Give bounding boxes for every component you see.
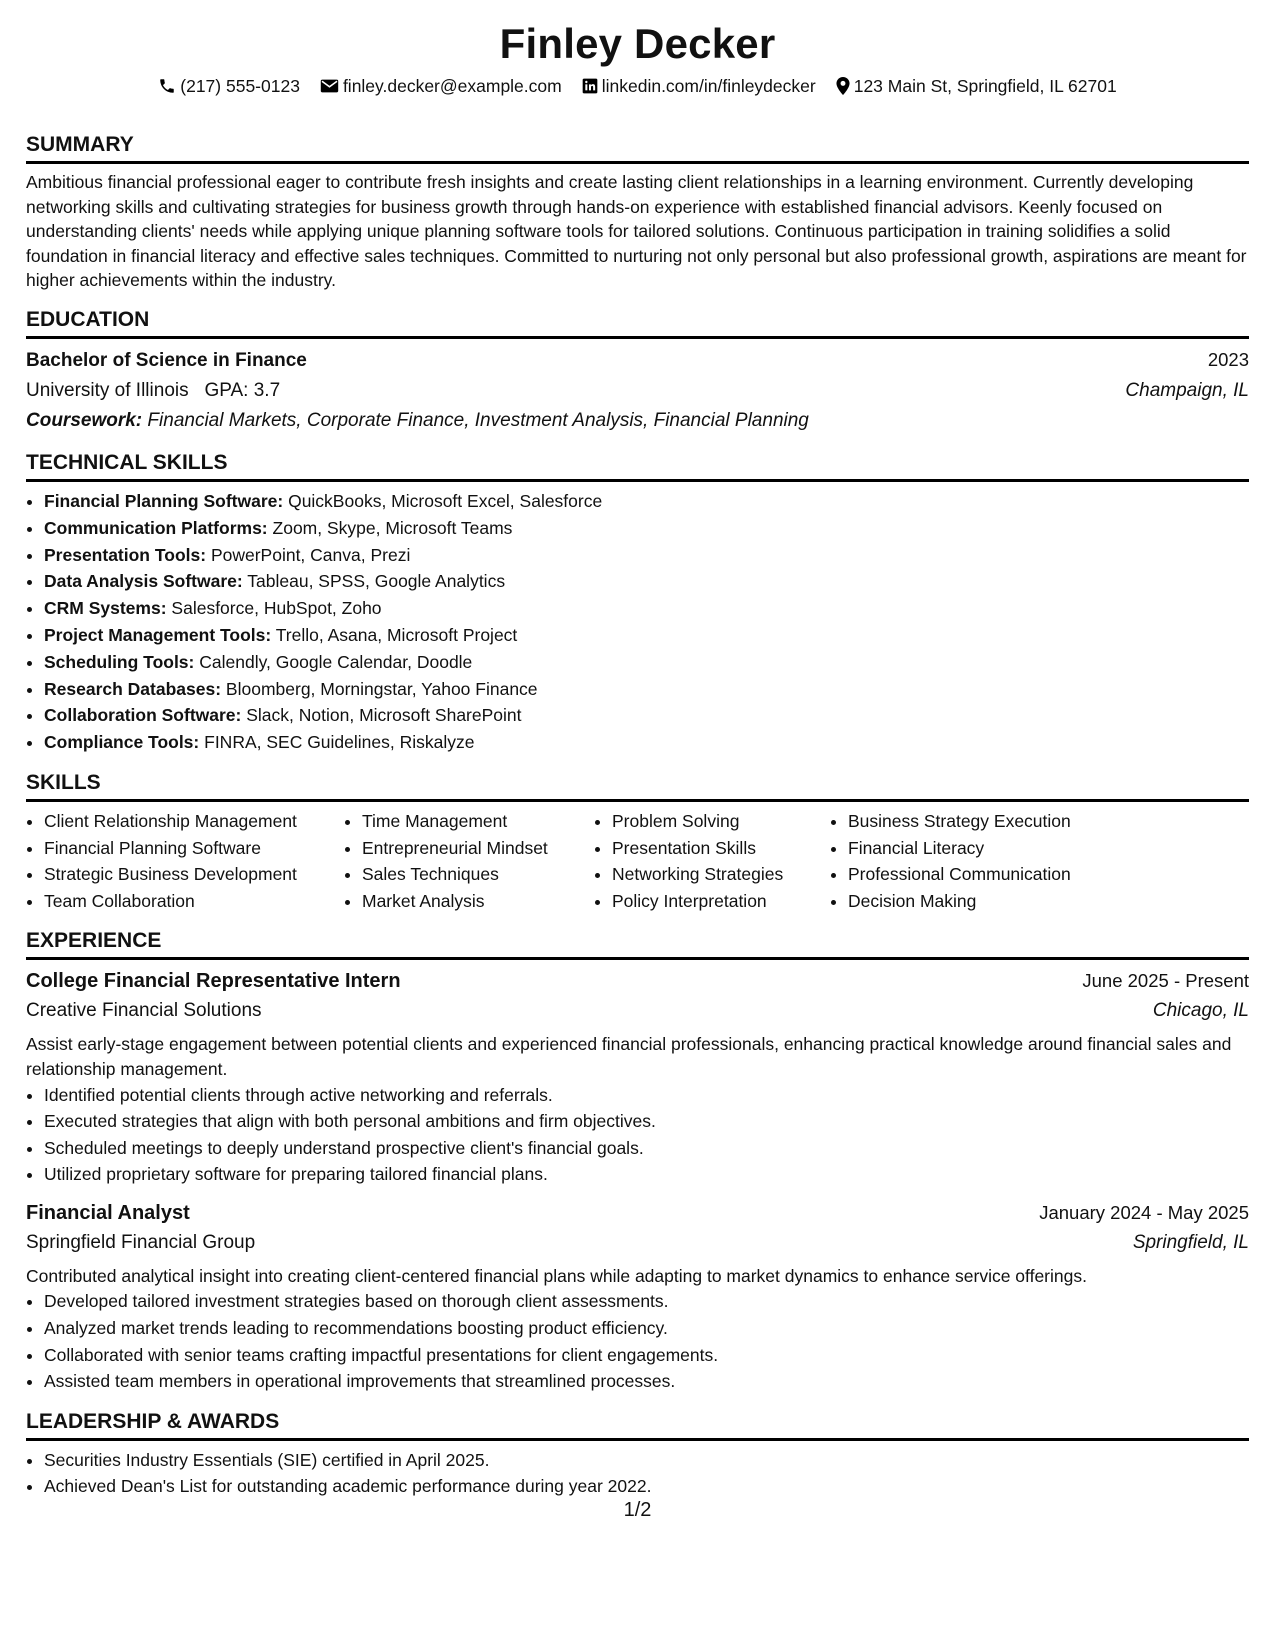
technical-skills-section [26,450,1249,756]
skill-category: Presentation Tools: [44,544,207,565]
summary-section [26,132,1249,293]
coursework-label: Coursework: [26,409,143,431]
school-location: Champaign, IL [1125,379,1249,401]
skill-category: Compliance Tools: [44,732,200,753]
list-item: • Utilized proprietary software for preparing tailored financial plans. [44,1161,1249,1188]
list-item: • Policy Interpretation [612,888,830,915]
list-item: • Analyzed market trends leading to recommendations boosting product efficiency. [44,1315,1249,1342]
page-number: 1/2 [623,1499,652,1521]
job-dates: January 2024 - May 2025 [1039,1201,1249,1223]
skills-section [26,770,1249,914]
list-item: • Client Relationship Management [44,808,344,835]
job-location: Springfield, IL [1132,1231,1249,1253]
leadership-list [26,1447,1249,1500]
technical-skills-heading: TECHNICAL SKILLS [26,450,1249,482]
job-bullets [26,1288,1249,1394]
list-item: • Networking Strategies [612,861,830,888]
skills-column-3 [594,808,830,914]
skill-category: Financial Planning Software: [44,490,284,511]
job-company-row [26,1228,1249,1258]
coursework-list: Financial Markets, Corporate Finance, Investment Analysis, Financial Planning [147,409,809,431]
list-item: • Presentation Skills [612,835,830,862]
skill-category: CRM Systems: [44,598,167,619]
job-company: Creative Financial Solutions [26,1000,262,1022]
job-entry [26,1198,1249,1395]
job-location: Chicago, IL [1152,1000,1249,1022]
skill-tools: PowerPoint, Canva, Prezi [210,544,411,565]
skill-category: Communication Platforms: [44,517,268,538]
education-degree-row [26,345,1249,376]
graduation-year: 2023 [1207,348,1249,370]
skills-column-4 [830,808,1108,914]
contact-linkedin[interactable] [582,74,816,98]
list-item [44,488,1249,515]
skill-tools: Trello, Asana, Microsoft Project [275,624,518,645]
list-item: • Executed strategies that align with both personal ambitions and firm objectives. [44,1108,1249,1135]
education-section [26,307,1249,436]
skill-category: Data Analysis Software: [44,571,243,592]
leadership-heading: LEADERSHIP & AWARDS [26,1409,1249,1441]
job-title-row [26,966,1249,996]
skill-category: Research Databases: [44,678,222,699]
list-item: • Developed tailored investment strategies based on thorough client assessments. [44,1288,1249,1315]
list-item [44,702,1249,729]
skills-column-2 [344,808,594,914]
list-item [44,622,1249,649]
email-text[interactable]: finley.decker@example.com [342,76,562,96]
list-item [44,649,1249,676]
linkedin-icon [582,78,598,94]
school-name: University of Illinois [26,379,189,401]
job-title-row [26,1198,1249,1228]
skill-tools: Salesforce, HubSpot, Zoho [171,598,382,619]
skill-tools: QuickBooks, Microsoft Excel, Salesforce [288,490,603,511]
job-company: Springfield Financial Group [26,1231,256,1253]
list-item [44,595,1249,622]
list-item: • Team Collaboration [44,888,344,915]
job-company-row [26,996,1249,1026]
job-entry [26,966,1249,1188]
skill-category: Project Management Tools: [44,624,272,645]
list-item: • Assisted team members in operational improvements that streamlined processes. [44,1368,1249,1395]
list-item: • Strategic Business Development [44,861,344,888]
skill-tools: Tableau, SPSS, Google Analytics [247,571,506,592]
leadership-section [26,1409,1249,1500]
list-item: • Professional Communication [848,861,1108,888]
list-item: • Achieved Dean's List for outstanding academic performance during year 2022. [44,1473,1249,1500]
degree-name: Bachelor of Science in Finance [26,349,307,371]
skill-category: Collaboration Software: [44,705,242,726]
skill-category: Scheduling Tools: [44,651,195,672]
list-item: • Decision Making [848,888,1108,915]
education-heading: EDUCATION [26,307,1249,339]
skill-tools: Calendly, Google Calendar, Doodle [199,651,473,672]
candidate-name: Finley Decker [499,20,776,67]
contact-address [836,74,1117,98]
list-item: • Securities Industry Essentials (SIE) certified in April 2025. [44,1447,1249,1474]
list-item: • Time Management [362,808,594,835]
contact-email[interactable] [320,74,562,98]
list-item: • Entrepreneurial Mindset [362,835,594,862]
email-icon [320,78,339,94]
list-item [44,729,1249,756]
skills-heading: SKILLS [26,770,1249,802]
phone-text: (217) 555-0123 [180,76,300,96]
location-pin-icon [836,77,850,95]
job-title: College Financial Representative Intern [26,970,401,993]
list-item [44,515,1249,542]
job-dates: June 2025 - Present [1082,970,1249,992]
list-item: • Financial Planning Software [44,835,344,862]
list-item [44,542,1249,569]
list-item: • Market Analysis [362,888,594,915]
list-item: • Scheduled meetings to deeply understand prospective client's financial goals. [44,1135,1249,1162]
list-item: • Sales Techniques [362,861,594,888]
address-text: 123 Main St, Springfield, IL 62701 [853,76,1117,96]
list-item: • Collaborated with senior teams crafting impactful presentations for client engagements. [44,1342,1249,1369]
experience-section [26,928,1249,1395]
experience-heading: EXPERIENCE [26,928,1249,960]
list-item: • Business Strategy Execution [848,808,1108,835]
skill-tools: Bloomberg, Morningstar, Yahoo Finance [225,678,538,699]
job-bullets [26,1082,1249,1188]
skill-tools: Slack, Notion, Microsoft SharePoint [246,705,522,726]
job-description: Contributed analytical insight into creating client-centered financial plans while adapting to market dynamics to enhance service offerings. [26,1265,1087,1286]
list-item: • Financial Literacy [848,835,1108,862]
skill-tools: FINRA, SEC Guidelines, Riskalyze [204,732,475,753]
summary-text: Ambitious financial professional eager to contribute fresh insights and create lasting client relationships in a learning environment. Currently developing networking skills and cultivating strategies for business growth through hands-on experience with established financial advisors. Keenly focused on understanding clients' needs while applying unique planning software tools for tailored solutions. Continuous participation in training solidifies a solid foundation in financial literacy and effective sales techniques. Committed to nurturing not only personal but also professional growth, aspirations are meant for higher achievements within the industry. [26,172,1247,291]
list-item [44,568,1249,595]
job-description: Assist early-stage engagement between potential clients and experienced financial professionals, enhancing practical knowledge around financial sales and relationship management. [26,1034,1232,1079]
gpa: GPA: 3.7 [204,379,281,401]
list-item [44,676,1249,703]
list-item: • Identified potential clients through active networking and referrals. [44,1082,1249,1109]
skills-grid [26,808,1249,914]
phone-icon [158,77,176,95]
technical-skills-list [26,488,1249,756]
summary-heading: SUMMARY [26,132,1249,164]
skills-column-1 [26,808,344,914]
contact-bar [26,74,1249,98]
skill-tools: Zoom, Skype, Microsoft Teams [272,517,513,538]
coursework-line [26,406,1249,436]
list-item: • Problem Solving [612,808,830,835]
education-school-row [26,376,1249,406]
resume-page [26,18,1249,1500]
contact-phone [158,74,300,98]
job-title: Financial Analyst [26,1201,190,1224]
school-info [26,376,280,406]
linkedin-text[interactable]: linkedin.com/in/finleydecker [601,76,816,96]
